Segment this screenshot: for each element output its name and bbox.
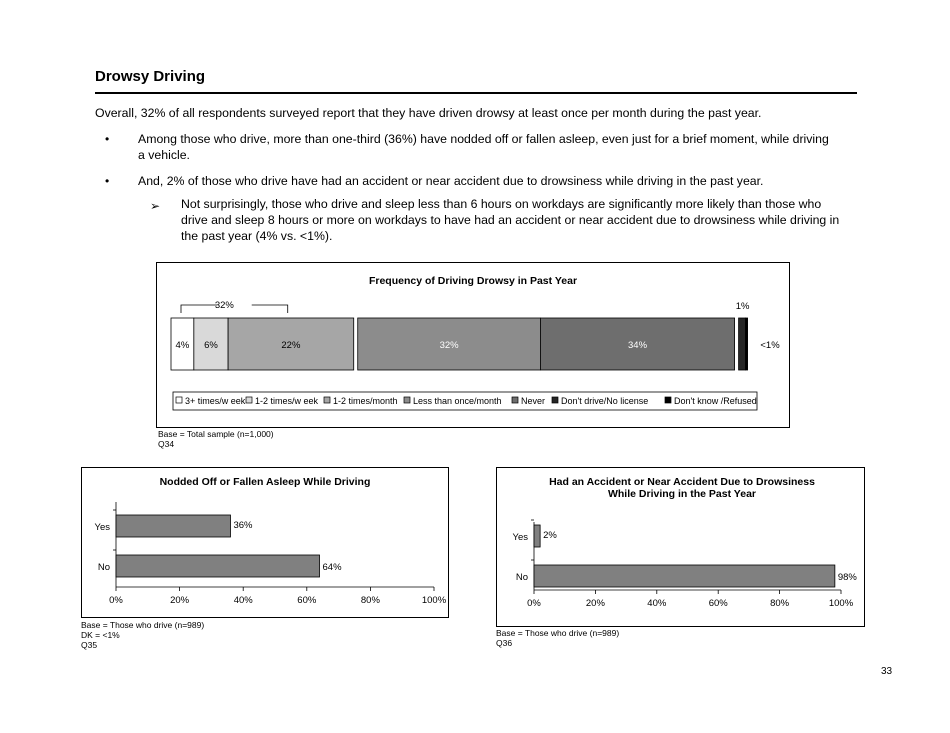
legend-label: 3+ times/w eek [185, 396, 246, 406]
bar [534, 525, 540, 547]
note-dk: DK = <1% [81, 630, 120, 640]
bar [116, 555, 320, 577]
nodded-off-chart [81, 467, 449, 618]
category-label: Yes [512, 532, 528, 543]
frequency-chart-notes [158, 429, 274, 449]
x-tick-label: 0% [109, 595, 123, 606]
x-tick-label: 20% [585, 598, 605, 609]
bar [534, 565, 835, 587]
legend-swatch [176, 397, 182, 403]
bullet-icon: • [105, 174, 110, 188]
legend-swatch [512, 397, 518, 403]
legend-swatch [552, 397, 558, 403]
x-tick-label: 20% [170, 595, 190, 606]
chart-title: While Driving in the Past Year [607, 488, 757, 500]
category-label: Yes [94, 522, 110, 533]
page-title: Drowsy Driving [95, 68, 206, 85]
accident-notes [496, 628, 619, 648]
x-tick-label: 60% [708, 598, 728, 609]
x-tick-label: 100% [828, 598, 854, 609]
bar [116, 515, 230, 537]
data-label: 36% [233, 520, 253, 531]
bullet-icon: • [105, 132, 110, 146]
legend-label: Less than once/month [413, 396, 502, 406]
legend-label: Don't drive/No license [561, 396, 649, 406]
accident-chart [496, 467, 865, 627]
data-label: 4% [175, 340, 190, 351]
nodded-off-notes [81, 620, 204, 650]
page-number: 33 [881, 666, 893, 677]
chart-title: Nodded Off or Fallen Asleep While Driving [159, 476, 371, 488]
data-label: 98% [837, 572, 857, 583]
note-base: Base = Those who drive (n=989) [496, 628, 620, 638]
bullet-accident: And, 2% of those who drive have had an accident or near accident due to drowsiness while driving in the past year. [138, 174, 764, 188]
legend-label: Never [521, 396, 546, 406]
data-label: 2% [543, 530, 557, 541]
x-tick-label: 100% [421, 595, 447, 606]
chart-title: Had an Accident or Near Accident Due to Drowsiness [549, 476, 815, 488]
category-label: No [97, 562, 110, 573]
data-label: 1% [735, 301, 750, 312]
bracket-label: 32% [214, 300, 234, 311]
legend-label: 1-2 times/w eek [255, 396, 319, 406]
accident-chart-svg [497, 468, 864, 626]
x-tick-label: 40% [647, 598, 667, 609]
note-question: Q36 [496, 638, 513, 648]
arrow-bullet-icon: ➢ [150, 199, 161, 213]
category-label: No [515, 572, 528, 583]
x-tick-label: 60% [297, 595, 317, 606]
note-base: Base = Total sample (n=1,000) [158, 429, 274, 439]
x-tick-label: 40% [233, 595, 253, 606]
note-base: Base = Those who drive (n=989) [81, 620, 205, 630]
legend-swatch [665, 397, 671, 403]
frequency-chart-svg [157, 263, 789, 427]
sub-bullet-sleep-comparison: Not surprisingly, those who drive and sleep less than 6 hours on workdays are significantly more likely than those who drive and sleep 8 hours or more on workdays to have had an accident or near accident due to drowsiness while driving in the past year (4% vs. <1%). [181, 197, 840, 243]
data-label: <1% [760, 340, 780, 351]
frequency-chart [156, 262, 790, 428]
bullet-nodded-off: Among those who drive, more than one-third (36%) have nodded off or fallen asleep, even just for a brief moment, while driving a vehicle. [138, 132, 829, 162]
bar-segment [746, 318, 748, 370]
data-label: 22% [281, 340, 301, 351]
bracket-line [181, 305, 217, 313]
intro-paragraph: Overall, 32% of all respondents surveyed report that they have driven drowsy at least once per month during the past year. [95, 106, 762, 120]
title-divider [95, 92, 857, 94]
data-label: 32% [439, 340, 459, 351]
data-label: 34% [628, 340, 648, 351]
legend-swatch [246, 397, 252, 403]
note-question: Q35 [81, 640, 98, 650]
legend-swatch [324, 397, 330, 403]
nodded-off-chart-svg [82, 468, 448, 617]
bracket-line [252, 305, 288, 313]
x-tick-label: 0% [527, 598, 541, 609]
data-label: 64% [322, 562, 342, 573]
data-label: 6% [204, 340, 218, 351]
chart-title: Frequency of Driving Drowsy in Past Year [368, 275, 578, 287]
bar-segment [739, 318, 746, 370]
legend-label: Don't know /Refused [674, 396, 757, 406]
legend-swatch [404, 397, 410, 403]
x-tick-label: 80% [770, 598, 790, 609]
legend-label: 1-2 times/month [333, 396, 398, 406]
note-question: Q34 [158, 439, 175, 449]
x-tick-label: 80% [360, 595, 380, 606]
